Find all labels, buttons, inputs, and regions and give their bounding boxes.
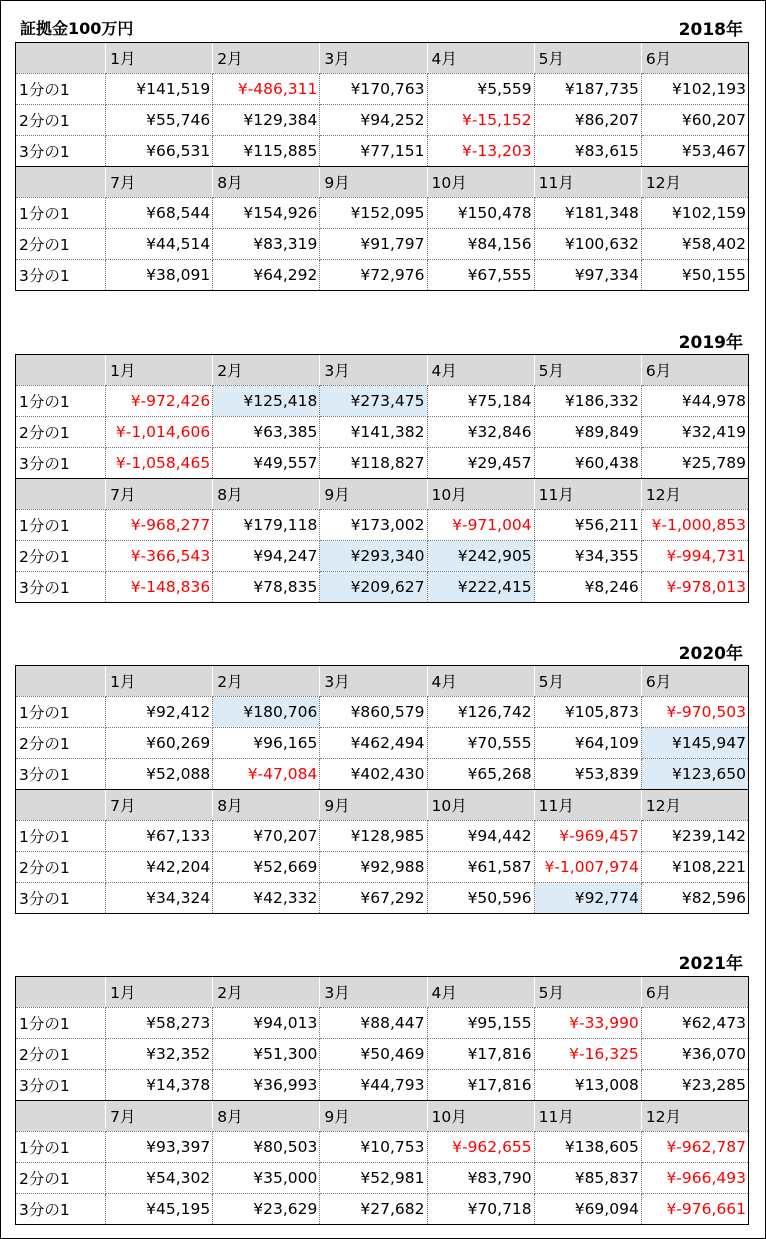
value-cell: ¥86,207: [534, 105, 641, 136]
year-table: [15, 354, 749, 603]
value-cell: ¥93,397: [106, 1132, 213, 1163]
value-cell: ¥92,412: [106, 697, 213, 728]
month-header-cell: 10月: [427, 167, 534, 198]
value-cell: ¥44,793: [320, 1070, 427, 1101]
month-header-cell: 3月: [320, 977, 427, 1008]
value-cell: ¥34,355: [534, 541, 641, 572]
month-header-cell: 2月: [213, 666, 320, 697]
value-cell: ¥154,926: [213, 198, 320, 229]
value-cell: ¥170,763: [320, 74, 427, 105]
value-cell: ¥-972,426: [106, 386, 213, 417]
value-cell: ¥209,627: [320, 572, 427, 603]
row-label-cell: 2分の1: [16, 728, 106, 759]
table-row: [16, 1194, 749, 1225]
value-cell: ¥42,332: [213, 883, 320, 914]
value-cell: ¥38,091: [106, 260, 213, 291]
value-cell: ¥53,839: [534, 759, 641, 790]
table-row: [16, 572, 749, 603]
value-cell: ¥67,555: [427, 260, 534, 291]
value-cell: ¥70,207: [213, 821, 320, 852]
month-header-cell: 3月: [320, 355, 427, 386]
value-cell: ¥55,746: [106, 105, 213, 136]
row-label-cell: 3分の1: [16, 260, 106, 291]
table-row: [16, 1163, 749, 1194]
value-cell: ¥63,385: [213, 417, 320, 448]
value-cell: ¥14,378: [106, 1070, 213, 1101]
row-label-cell: 3分の1: [16, 572, 106, 603]
value-cell: ¥27,682: [320, 1194, 427, 1225]
month-header-cell: 8月: [213, 167, 320, 198]
table-row: [16, 105, 749, 136]
row-label-cell: 1分の1: [16, 386, 106, 417]
value-cell: ¥102,193: [641, 74, 748, 105]
value-cell: ¥34,324: [106, 883, 213, 914]
value-cell: ¥36,993: [213, 1070, 320, 1101]
month-header-cell: 10月: [427, 1101, 534, 1132]
value-cell: ¥126,742: [427, 697, 534, 728]
value-cell: ¥35,000: [213, 1163, 320, 1194]
value-cell: ¥179,118: [213, 510, 320, 541]
value-cell: ¥-971,004: [427, 510, 534, 541]
month-header-cell: 11月: [534, 479, 641, 510]
value-cell: ¥-966,493: [641, 1163, 748, 1194]
value-cell: ¥-148,836: [106, 572, 213, 603]
month-header-cell: 10月: [427, 790, 534, 821]
value-cell: ¥129,384: [213, 105, 320, 136]
month-header-cell: 9月: [320, 790, 427, 821]
value-cell: ¥56,211: [534, 510, 641, 541]
value-cell: ¥145,947: [641, 728, 748, 759]
value-cell: ¥52,981: [320, 1163, 427, 1194]
month-header-cell: 4月: [427, 355, 534, 386]
month-header-cell: 3月: [320, 666, 427, 697]
header-corner-cell: [16, 666, 106, 697]
value-cell: ¥8,246: [534, 572, 641, 603]
year-title: 2020年: [678, 644, 743, 664]
month-header-cell: 12月: [641, 1101, 748, 1132]
month-header-cell: 4月: [427, 43, 534, 74]
year-table: [15, 42, 749, 291]
value-cell: ¥65,268: [427, 759, 534, 790]
value-cell: ¥125,418: [213, 386, 320, 417]
value-cell: ¥58,402: [641, 229, 748, 260]
month-header-cell: 6月: [641, 977, 748, 1008]
month-header-cell: 5月: [534, 43, 641, 74]
value-cell: ¥150,478: [427, 198, 534, 229]
row-label-cell: 1分の1: [16, 697, 106, 728]
table-row: [16, 883, 749, 914]
month-header-cell: 12月: [641, 167, 748, 198]
value-cell: ¥-962,787: [641, 1132, 748, 1163]
table-row: [16, 1008, 749, 1039]
table-row: [16, 386, 749, 417]
table-row: [16, 448, 749, 479]
value-cell: ¥17,816: [427, 1070, 534, 1101]
value-cell: ¥100,632: [534, 229, 641, 260]
value-cell: ¥-976,661: [641, 1194, 748, 1225]
value-cell: ¥64,109: [534, 728, 641, 759]
sheet-title: 証拠金100万円: [20, 19, 134, 38]
value-cell: ¥60,207: [641, 105, 748, 136]
month-header-cell: 10月: [427, 479, 534, 510]
month-header-cell: 2月: [213, 355, 320, 386]
value-cell: ¥50,155: [641, 260, 748, 291]
row-label-cell: 2分の1: [16, 417, 106, 448]
month-header-row: [16, 1101, 749, 1132]
value-cell: ¥83,615: [534, 136, 641, 167]
value-cell: ¥50,596: [427, 883, 534, 914]
month-header-cell: 4月: [427, 977, 534, 1008]
row-label-cell: 3分の1: [16, 883, 106, 914]
value-cell: ¥84,156: [427, 229, 534, 260]
month-header-cell: 4月: [427, 666, 534, 697]
value-cell: ¥-994,731: [641, 541, 748, 572]
value-cell: ¥-486,311: [213, 74, 320, 105]
table-row: [16, 1132, 749, 1163]
month-header-cell: 11月: [534, 790, 641, 821]
value-cell: ¥273,475: [320, 386, 427, 417]
value-cell: ¥17,816: [427, 1039, 534, 1070]
year-table: [15, 665, 749, 914]
value-cell: ¥-366,543: [106, 541, 213, 572]
value-cell: ¥60,438: [534, 448, 641, 479]
table-row: [16, 1039, 749, 1070]
value-cell: ¥-1,000,853: [641, 510, 748, 541]
month-header-cell: 7月: [106, 167, 213, 198]
value-cell: ¥92,774: [534, 883, 641, 914]
row-label-cell: 1分の1: [16, 1132, 106, 1163]
value-cell: ¥66,531: [106, 136, 213, 167]
value-cell: ¥293,340: [320, 541, 427, 572]
value-cell: ¥62,473: [641, 1008, 748, 1039]
value-cell: ¥32,352: [106, 1039, 213, 1070]
value-cell: ¥97,334: [534, 260, 641, 291]
value-cell: ¥239,142: [641, 821, 748, 852]
month-header-row: [16, 666, 749, 697]
table-row: [16, 417, 749, 448]
value-cell: ¥52,088: [106, 759, 213, 790]
month-header-row: [16, 977, 749, 1008]
value-cell: ¥70,555: [427, 728, 534, 759]
month-header-cell: 12月: [641, 790, 748, 821]
value-cell: ¥187,735: [534, 74, 641, 105]
month-header-cell: 9月: [320, 1101, 427, 1132]
month-header-cell: 3月: [320, 43, 427, 74]
value-cell: ¥96,165: [213, 728, 320, 759]
header-corner-cell: [16, 355, 106, 386]
month-header-cell: 5月: [534, 666, 641, 697]
value-cell: ¥-1,007,974: [534, 852, 641, 883]
value-cell: ¥13,008: [534, 1070, 641, 1101]
value-cell: ¥23,285: [641, 1070, 748, 1101]
value-cell: ¥141,519: [106, 74, 213, 105]
year-title: 2018年: [678, 20, 743, 40]
row-label-cell: 3分の1: [16, 136, 106, 167]
row-label-cell: 3分の1: [16, 448, 106, 479]
table-row: [16, 821, 749, 852]
value-cell: ¥-968,277: [106, 510, 213, 541]
month-header-cell: 7月: [106, 479, 213, 510]
month-header-cell: 2月: [213, 977, 320, 1008]
row-label-cell: 2分の1: [16, 541, 106, 572]
table-row: [16, 510, 749, 541]
value-cell: ¥92,988: [320, 852, 427, 883]
table-row: [16, 136, 749, 167]
year-table: [15, 976, 749, 1225]
year-title: 2019年: [678, 333, 743, 353]
header-corner-cell: [16, 479, 106, 510]
month-header-row: [16, 355, 749, 386]
value-cell: ¥-47,084: [213, 759, 320, 790]
month-header-cell: 2月: [213, 43, 320, 74]
month-header-cell: 11月: [534, 167, 641, 198]
value-cell: ¥152,095: [320, 198, 427, 229]
month-header-cell: 8月: [213, 790, 320, 821]
value-cell: ¥-970,503: [641, 697, 748, 728]
month-header-cell: 6月: [641, 666, 748, 697]
header-corner-cell: [16, 790, 106, 821]
value-cell: ¥44,514: [106, 229, 213, 260]
value-cell: ¥69,094: [534, 1194, 641, 1225]
value-cell: ¥180,706: [213, 697, 320, 728]
month-header-cell: 5月: [534, 977, 641, 1008]
value-cell: ¥52,669: [213, 852, 320, 883]
value-cell: ¥94,442: [427, 821, 534, 852]
month-header-cell: 5月: [534, 355, 641, 386]
header-corner-cell: [16, 43, 106, 74]
table-row: [16, 541, 749, 572]
value-cell: ¥32,846: [427, 417, 534, 448]
value-cell: ¥83,790: [427, 1163, 534, 1194]
value-cell: ¥-969,457: [534, 821, 641, 852]
value-cell: ¥32,419: [641, 417, 748, 448]
value-cell: ¥49,557: [213, 448, 320, 479]
header-corner-cell: [16, 167, 106, 198]
value-cell: ¥70,718: [427, 1194, 534, 1225]
month-header-cell: 9月: [320, 479, 427, 510]
value-cell: ¥88,447: [320, 1008, 427, 1039]
value-cell: ¥138,605: [534, 1132, 641, 1163]
table-row: [16, 697, 749, 728]
value-cell: ¥123,650: [641, 759, 748, 790]
value-cell: ¥173,002: [320, 510, 427, 541]
value-cell: ¥78,835: [213, 572, 320, 603]
row-label-cell: 2分の1: [16, 852, 106, 883]
month-header-row: [16, 790, 749, 821]
value-cell: ¥402,430: [320, 759, 427, 790]
value-cell: ¥51,300: [213, 1039, 320, 1070]
value-cell: ¥-962,655: [427, 1132, 534, 1163]
value-cell: ¥128,985: [320, 821, 427, 852]
month-header-cell: 8月: [213, 479, 320, 510]
value-cell: ¥242,905: [427, 541, 534, 572]
table-row: [16, 229, 749, 260]
value-cell: ¥67,133: [106, 821, 213, 852]
value-cell: ¥58,273: [106, 1008, 213, 1039]
row-label-cell: 2分の1: [16, 1163, 106, 1194]
month-header-cell: 1月: [106, 43, 213, 74]
value-cell: ¥29,457: [427, 448, 534, 479]
value-cell: ¥10,753: [320, 1132, 427, 1163]
value-cell: ¥25,789: [641, 448, 748, 479]
row-label-cell: 2分の1: [16, 1039, 106, 1070]
value-cell: ¥53,467: [641, 136, 748, 167]
month-header-row: [16, 479, 749, 510]
month-header-cell: 11月: [534, 1101, 641, 1132]
month-header-cell: 6月: [641, 43, 748, 74]
value-cell: ¥105,873: [534, 697, 641, 728]
month-header-row: [16, 43, 749, 74]
value-cell: ¥-978,013: [641, 572, 748, 603]
value-cell: ¥462,494: [320, 728, 427, 759]
value-cell: ¥89,849: [534, 417, 641, 448]
row-label-cell: 1分の1: [16, 821, 106, 852]
month-header-cell: 1月: [106, 977, 213, 1008]
value-cell: ¥-15,152: [427, 105, 534, 136]
value-cell: ¥-13,203: [427, 136, 534, 167]
value-cell: ¥-33,990: [534, 1008, 641, 1039]
value-cell: ¥75,184: [427, 386, 534, 417]
month-header-cell: 6月: [641, 355, 748, 386]
value-cell: ¥80,503: [213, 1132, 320, 1163]
value-cell: ¥222,415: [427, 572, 534, 603]
value-cell: ¥68,544: [106, 198, 213, 229]
value-cell: ¥860,579: [320, 697, 427, 728]
value-cell: ¥115,885: [213, 136, 320, 167]
header-corner-cell: [16, 977, 106, 1008]
row-label-cell: 2分の1: [16, 105, 106, 136]
month-header-row: [16, 167, 749, 198]
month-header-cell: 1月: [106, 355, 213, 386]
value-cell: ¥77,151: [320, 136, 427, 167]
value-cell: ¥36,070: [641, 1039, 748, 1070]
month-header-cell: 12月: [641, 479, 748, 510]
value-cell: ¥-1,014,606: [106, 417, 213, 448]
value-cell: ¥50,469: [320, 1039, 427, 1070]
value-cell: ¥60,269: [106, 728, 213, 759]
value-cell: ¥61,587: [427, 852, 534, 883]
value-cell: ¥181,348: [534, 198, 641, 229]
value-cell: ¥64,292: [213, 260, 320, 291]
table-row: [16, 1070, 749, 1101]
value-cell: ¥54,302: [106, 1163, 213, 1194]
value-cell: ¥42,204: [106, 852, 213, 883]
value-cell: ¥91,797: [320, 229, 427, 260]
row-label-cell: 2分の1: [16, 229, 106, 260]
row-label-cell: 1分の1: [16, 198, 106, 229]
table-row: [16, 728, 749, 759]
value-cell: ¥-1,058,465: [106, 448, 213, 479]
value-cell: ¥82,596: [641, 883, 748, 914]
value-cell: ¥108,221: [641, 852, 748, 883]
year-title: 2021年: [678, 954, 743, 974]
month-header-cell: 1月: [106, 666, 213, 697]
value-cell: ¥118,827: [320, 448, 427, 479]
value-cell: ¥186,332: [534, 386, 641, 417]
table-row: [16, 198, 749, 229]
value-cell: ¥23,629: [213, 1194, 320, 1225]
header-corner-cell: [16, 1101, 106, 1132]
value-cell: ¥85,837: [534, 1163, 641, 1194]
value-cell: ¥45,195: [106, 1194, 213, 1225]
row-label-cell: 1分の1: [16, 74, 106, 105]
row-label-cell: 1分の1: [16, 510, 106, 541]
value-cell: ¥94,247: [213, 541, 320, 572]
value-cell: ¥94,252: [320, 105, 427, 136]
value-cell: ¥95,155: [427, 1008, 534, 1039]
row-label-cell: 1分の1: [16, 1008, 106, 1039]
row-label-cell: 3分の1: [16, 759, 106, 790]
month-header-cell: 9月: [320, 167, 427, 198]
table-row: [16, 852, 749, 883]
value-cell: ¥44,978: [641, 386, 748, 417]
value-cell: ¥83,319: [213, 229, 320, 260]
value-cell: ¥141,382: [320, 417, 427, 448]
table-row: [16, 74, 749, 105]
value-cell: ¥5,559: [427, 74, 534, 105]
value-cell: ¥102,159: [641, 198, 748, 229]
row-label-cell: 3分の1: [16, 1070, 106, 1101]
value-cell: ¥94,013: [213, 1008, 320, 1039]
value-cell: ¥72,976: [320, 260, 427, 291]
value-cell: ¥-16,325: [534, 1039, 641, 1070]
month-header-cell: 7月: [106, 790, 213, 821]
table-row: [16, 759, 749, 790]
table-row: [16, 260, 749, 291]
month-header-cell: 8月: [213, 1101, 320, 1132]
value-cell: ¥67,292: [320, 883, 427, 914]
row-label-cell: 3分の1: [16, 1194, 106, 1225]
month-header-cell: 7月: [106, 1101, 213, 1132]
